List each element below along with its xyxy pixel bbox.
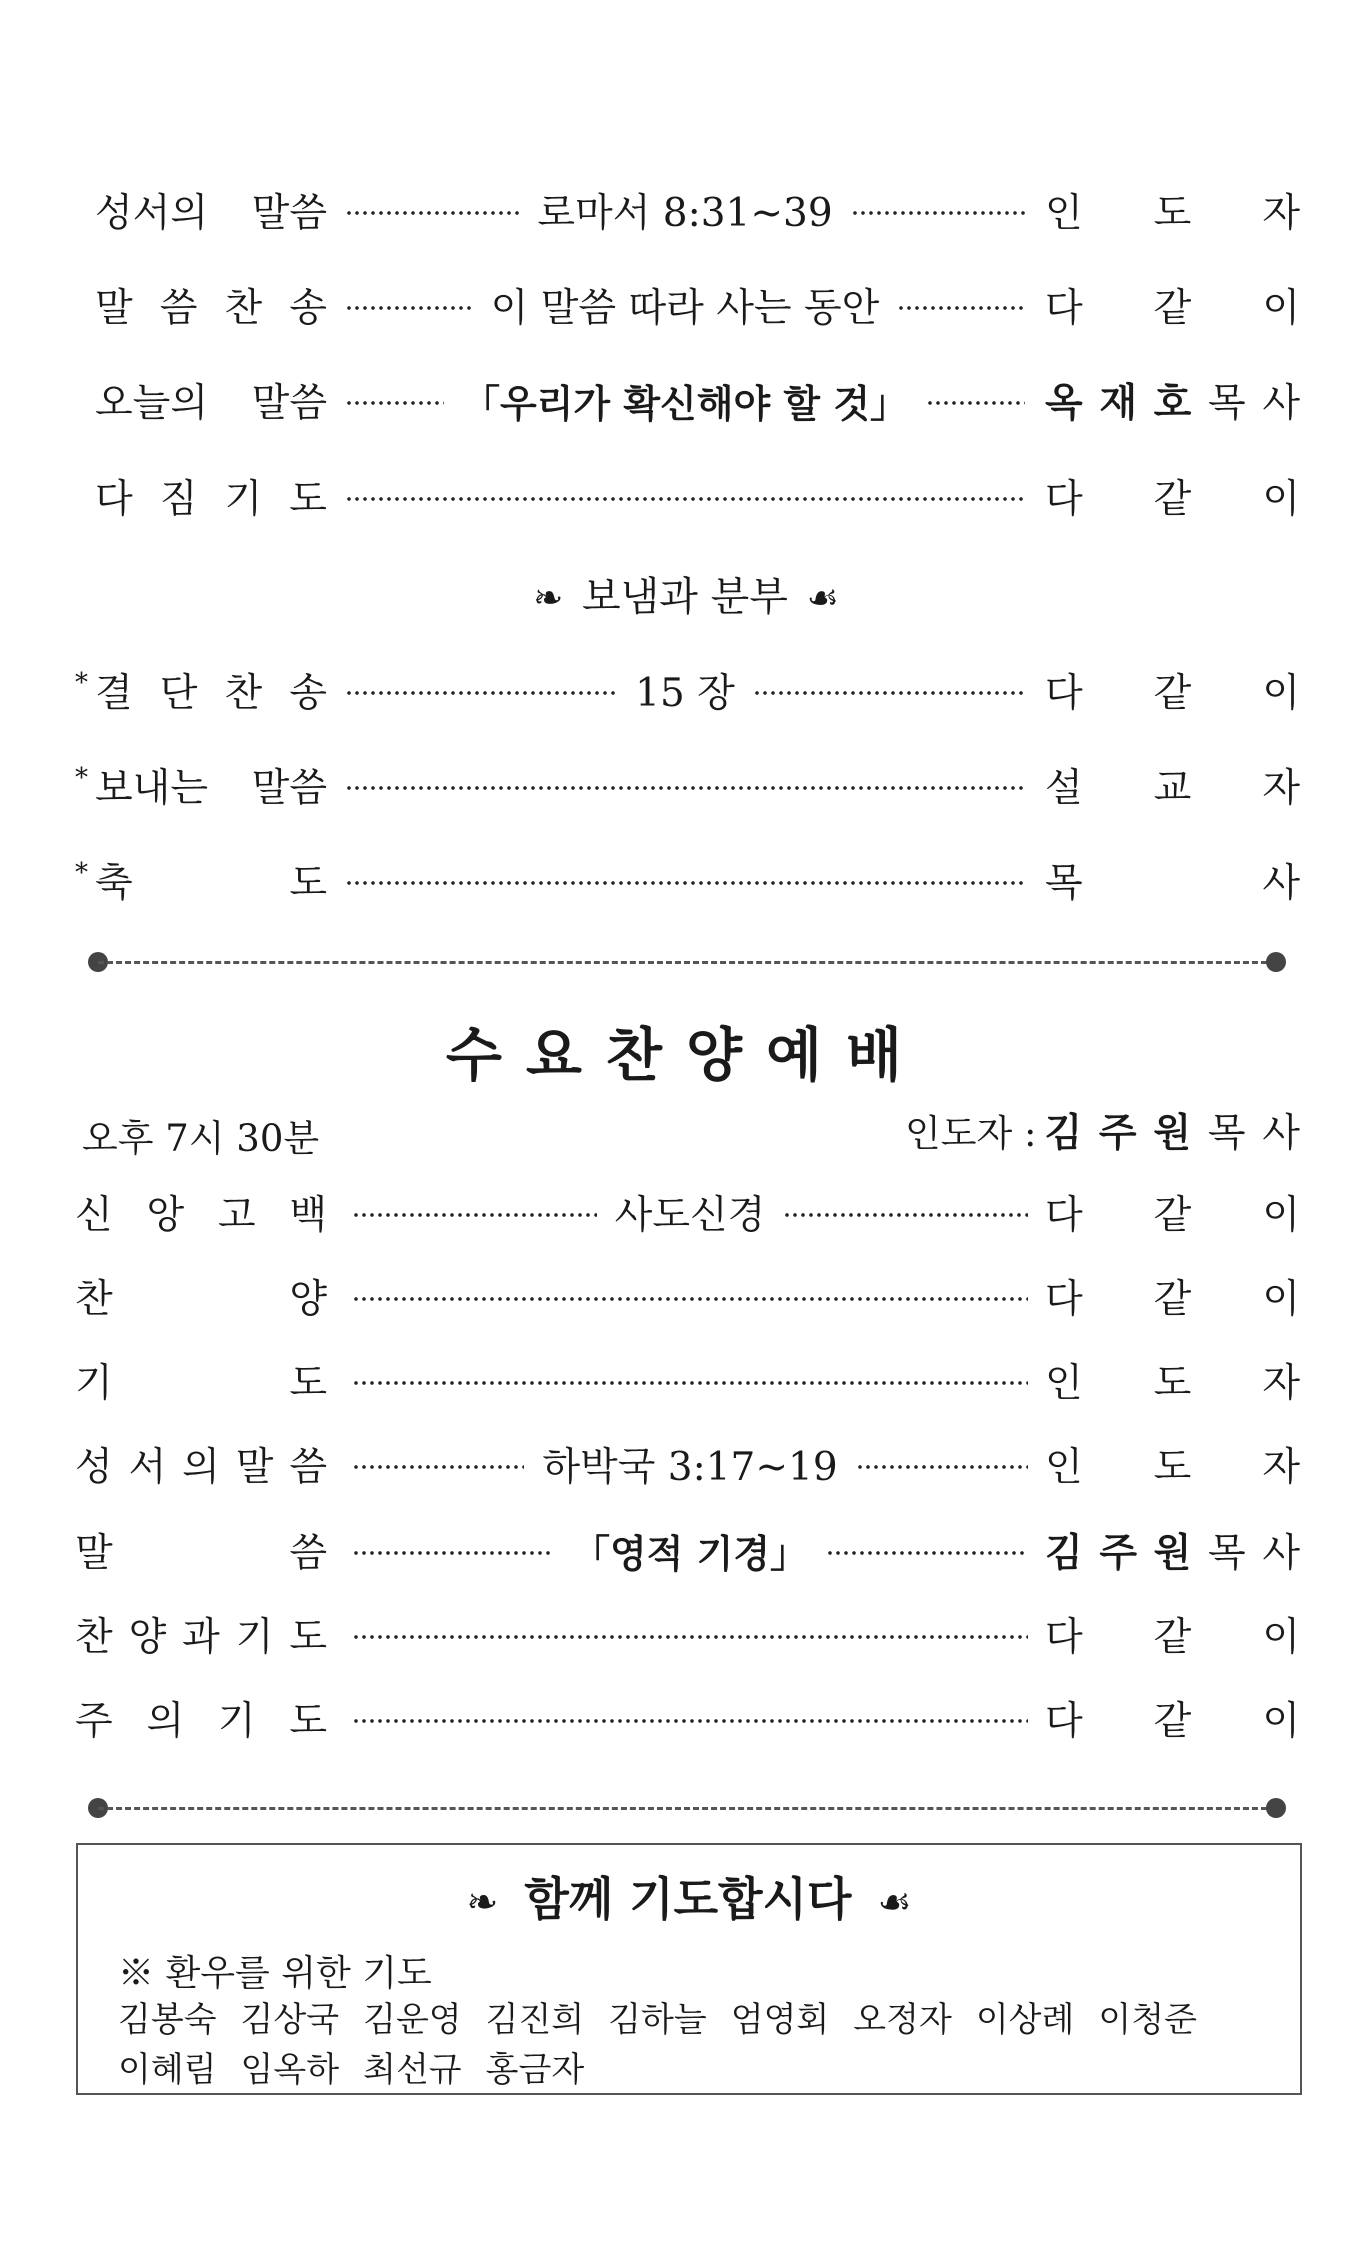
order-row [0,1604,1372,1664]
glyph: 축 [95,861,133,906]
glyph: 다 [1045,286,1083,331]
dot-leader [826,1549,1028,1557]
prayer-name: 최선규 [363,2050,462,2090]
wednesday-service-title: 수요찬양예배 [445,1021,927,1089]
prayer-name: 이청준 [1098,2000,1197,2040]
glyph: 주 [1098,1111,1137,1156]
glyph: 사 [1262,1111,1300,1156]
glyph: 말 [95,286,133,331]
glyph: 목 [1207,1531,1246,1576]
dot-leader [352,1463,524,1471]
order-content: 「우리가 확신해야 할 것」 [461,381,909,426]
order-person [1045,275,1300,335]
order-label [75,1520,327,1580]
glyph: 도 [289,1699,327,1744]
glyph: 말 [75,1531,113,1576]
glyph: 교 [1153,766,1192,811]
glyph: 도 [289,477,327,522]
glyph: 성서의 [95,191,209,236]
glyph: 도 [1153,1361,1192,1406]
prayer-name: 이상례 [975,2000,1075,2040]
glyph: 주 [1099,1531,1138,1576]
ornament-left-icon: ❧ [533,578,564,619]
order-person [1045,660,1300,720]
glyph: 김 [1045,1531,1083,1576]
order-leader-dots [345,275,1025,335]
separator-line [98,1807,1276,1810]
order-content: 15 장 [635,671,735,716]
glyph: 의 [182,1445,220,1490]
glyph: 기 [224,477,263,522]
glyph: 자 [1262,1445,1300,1490]
glyph: 도 [289,1361,327,1406]
prayer-name: 김상국 [240,2000,340,2040]
glyph: 씀 [289,1531,327,1576]
separator-1 [88,952,1286,972]
glyph: 같 [1153,286,1192,331]
prayer-name: 오정자 [853,2000,952,2040]
dot-leader [345,879,1025,887]
glyph: 도 [1153,1445,1192,1490]
glyph: 다 [1045,671,1083,716]
section-title: 보냄과 분부 [581,574,788,620]
glyph: 서 [128,1445,167,1490]
order-content: 사도신경 [614,1193,766,1238]
order-label [95,275,327,335]
glyph: 이 [1262,1277,1300,1322]
order-row [0,1688,1372,1748]
order-label [95,180,327,240]
dot-leader [352,1549,554,1557]
order-row [0,1434,1372,1494]
section-heading-sending [0,565,1372,622]
glyph: 같 [1153,477,1192,522]
glyph: 다 [95,477,133,522]
glyph: 다 [1045,1699,1083,1744]
ornament-right-icon: ☙ [877,1880,912,1924]
prayer-name: 홍금자 [485,2050,585,2090]
order-leader-dots [345,180,1025,240]
order-row [0,180,1372,240]
glyph: 다 [1045,1615,1083,1660]
prayer-name: 김진희 [485,2000,585,2040]
glyph: 고 [217,1193,256,1238]
order-person [1045,1520,1300,1580]
order-row [0,370,1372,430]
order-leader-dots [345,370,1025,430]
glyph: 앙 [146,1193,185,1238]
order-leader-dots [345,755,1025,815]
glyph: 찬 [224,671,263,716]
prayer-name: 임옥하 [240,2050,340,2090]
glyph: 기 [75,1361,113,1406]
dot-leader [856,1463,1028,1471]
glyph: 옥 [1045,381,1083,426]
glyph: 단 [159,671,198,716]
order-leader-dots [352,1604,1028,1664]
order-person [1045,370,1300,430]
order-leader-dots [352,1688,1028,1748]
glyph: 자 [1262,1361,1300,1406]
order-leader-dots [352,1182,1028,1242]
order-label [75,1182,327,1242]
dot-leader [352,1211,597,1219]
service-leader [905,1100,1300,1160]
glyph: 같 [1153,1277,1192,1322]
dot-leader [926,399,1025,407]
order-leader-dots [352,1350,1028,1410]
glyph: 기 [235,1615,274,1660]
glyph: 이 [1262,671,1300,716]
order-label [75,1266,327,1326]
order-row [0,1182,1372,1242]
order-content: 하박국 3:17~19 [542,1445,838,1490]
order-row [0,660,1372,720]
glyph: 설 [1045,766,1083,811]
order-label [75,660,327,720]
glyph: 씀 [159,286,198,331]
standing-mark: * [75,668,88,698]
glyph: 김 [1044,1111,1083,1156]
glyph: 재 [1099,381,1138,426]
dot-leader [783,1211,1028,1219]
leader-name [1044,1102,1300,1158]
order-person [1045,1350,1300,1410]
order-label [95,370,327,430]
prayer-name: 김봉숙 [118,2000,217,2040]
order-person [1045,466,1300,526]
order-person [1045,180,1300,240]
dot-leader [897,304,1025,312]
order-row [0,1350,1372,1410]
glyph: 다 [1045,1277,1083,1322]
glyph: 말 [235,1445,274,1490]
order-label [95,466,327,526]
glyph: 오늘의 [95,381,209,426]
order-person [1045,755,1300,815]
glyph: 씀 [289,1445,327,1490]
glyph: 과 [182,1615,220,1660]
dot-leader [345,209,519,217]
dot-leader [345,689,617,697]
dot-leader [753,689,1025,697]
glyph: 송 [289,286,327,331]
glyph: 자 [1262,766,1300,811]
glyph: 찬 [75,1615,113,1660]
glyph: 주 [75,1699,113,1744]
glyph: 도 [1153,191,1192,236]
glyph: 원 [1153,1111,1192,1156]
standing-mark: * [75,763,88,793]
glyph: 찬 [224,286,263,331]
glyph: 백 [289,1193,327,1238]
ornament-left-icon: ❧ [466,1880,499,1924]
glyph: 의 [146,1699,185,1744]
order-label [75,1604,327,1664]
order-leader-dots [352,1520,1028,1580]
glyph: 같 [1153,1699,1192,1744]
order-row [0,1266,1372,1326]
dot-leader [352,1633,1028,1641]
order-person [1045,1266,1300,1326]
order-label [75,850,327,910]
glyph: 목 [1207,1111,1246,1156]
order-person [1045,850,1300,910]
glyph: 사 [1262,1531,1300,1576]
prayer-box-title [78,1863,1300,1929]
order-row [0,850,1372,910]
prayer-name: 김하늘 [608,2000,707,2040]
glyph: 이 [1262,1615,1300,1660]
prayer-title-text: 함께 기도합시다 [524,1872,852,1926]
glyph: 인 [1045,1361,1083,1406]
glyph: 이 [1262,1193,1300,1238]
glyph: 송 [289,671,327,716]
dot-leader [345,784,1025,792]
glyph: 도 [289,1615,327,1660]
order-person [1045,1182,1300,1242]
glyph: 찬 [75,1277,113,1322]
glyph: 같 [1153,671,1192,716]
order-label [75,1350,327,1410]
glyph: 말씀 [251,766,327,811]
prayer-name: 김운영 [363,2000,462,2040]
order-person [1045,1604,1300,1664]
glyph: 목 [1045,861,1083,906]
glyph: 기 [217,1699,256,1744]
separator-dot-right [1266,1798,1286,1818]
glyph: 사 [1262,861,1300,906]
glyph: 양 [289,1277,327,1322]
glyph: 이 [1262,477,1300,522]
dot-leader [352,1295,1028,1303]
order-row [0,466,1372,526]
separator-line [98,961,1276,964]
order-label [75,755,327,815]
order-leader-dots [352,1434,1028,1494]
glyph: 성 [75,1445,113,1490]
glyph: 양 [128,1615,167,1660]
order-leader-dots [345,850,1025,910]
glyph: 같 [1153,1193,1192,1238]
prayer-name-list [118,1995,1268,2095]
order-row [0,755,1372,815]
glyph: 결 [95,671,133,716]
glyph: 인 [1045,1445,1083,1490]
glyph: 사 [1262,381,1300,426]
order-content: 이 말씀 따라 사는 동안 [490,286,880,331]
leader-label: 인도자 : [905,1112,1037,1155]
glyph: 말씀 [251,191,327,236]
glyph: 호 [1153,381,1192,426]
prayer-box [76,1843,1302,2095]
order-content: 로마서 8:31~39 [537,191,833,236]
order-person [1045,1688,1300,1748]
glyph: 같 [1153,1615,1192,1660]
order-label [75,1434,327,1494]
glyph: 인 [1045,191,1083,236]
order-row [0,275,1372,335]
glyph: 신 [75,1193,113,1238]
glyph: 말씀 [251,381,327,426]
glyph: 도 [289,861,327,906]
order-person [1045,1434,1300,1494]
glyph: 원 [1153,1531,1192,1576]
order-label [75,1688,327,1748]
service-time: 오후 7시 30분 [82,1117,320,1160]
order-row [0,1520,1372,1580]
order-content: 「영적 기경」 [571,1531,809,1576]
prayer-name: 이혜림 [118,2050,217,2090]
order-leader-dots [345,466,1025,526]
glyph: 다 [1045,477,1083,522]
dot-leader [345,399,444,407]
glyph: 다 [1045,1193,1083,1238]
dot-leader [352,1717,1028,1725]
ornament-right-icon: ☙ [806,578,839,619]
order-leader-dots [345,660,1025,720]
separator-2 [88,1798,1286,1818]
order-leader-dots [352,1266,1028,1326]
standing-mark: * [75,858,88,888]
glyph: 이 [1262,286,1300,331]
glyph: 자 [1262,191,1300,236]
glyph: 목 [1207,381,1246,426]
dot-leader [851,209,1025,217]
dot-leader [345,495,1025,503]
dot-leader [345,304,473,312]
glyph: 이 [1262,1699,1300,1744]
prayer-subtitle: ※ 환우를 위한 기도 [118,1953,432,1994]
glyph: 보내는 [95,766,209,811]
glyph: 짐 [159,477,198,522]
separator-dot-right [1266,952,1286,972]
prayer-name: 엄영회 [730,2000,830,2040]
dot-leader [352,1379,1028,1387]
